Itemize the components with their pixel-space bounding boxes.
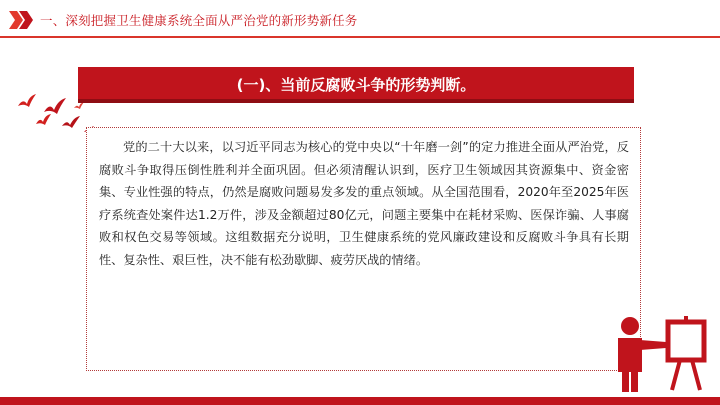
content-box [86,127,641,371]
header-divider [0,36,720,38]
content-paragraph: 党的二十大以来，以习近平同志为核心的党中央以“十年磨一剑”的定力推进全面从严治党，反腐败斗争取得压倒性胜利并全面巩固。但必须清醒认识到，医疗卫生领域因其资源集中、资金密集、专业性强的特点，仍然是腐败问题易发多发的重点领域。从全国范围看，2020年至2025年医疗系统查处案件达1.2万件，涉及金额超过80亿元，问题主要集中在耗材采购、医保诈骗、人事腐败和权色交易等领域。这组数据充分说明，卫生健康系统的党风廉政建设和反腐败斗争具有长期性、复杂性、艰巨性，决不能有松劲歇脚、疲劳厌战的情绪。 [99,140,629,267]
header-arrow-icon [9,9,35,31]
section-title: (一)、当前反腐败斗争的形势判断。 [236,76,476,94]
section-banner [78,67,634,103]
header-title: 一、深刻把握卫生健康系统全面从严治党的新形势新任务 [40,13,358,28]
presenter-board-icon [610,312,710,394]
bottom-bar [0,397,720,405]
